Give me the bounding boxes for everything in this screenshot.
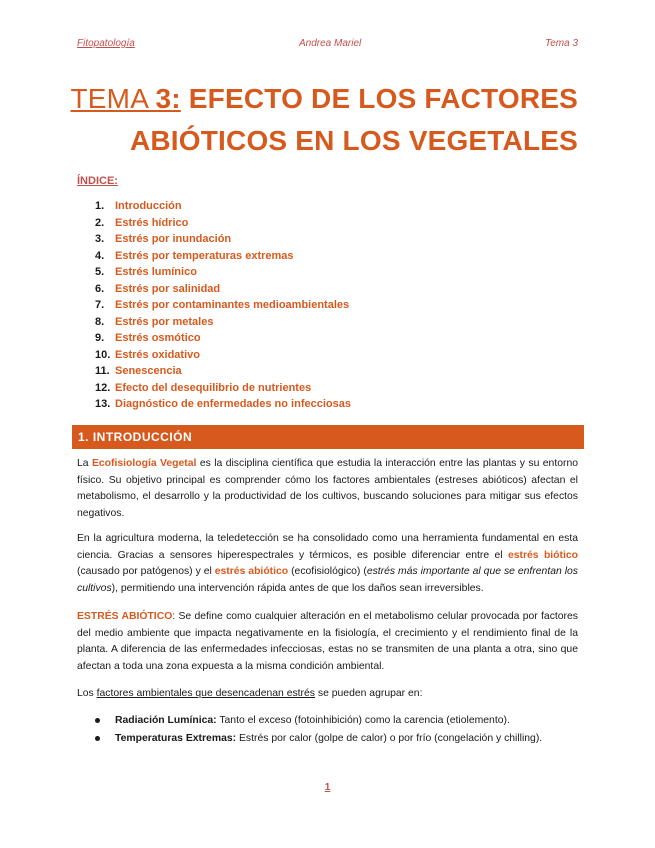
index-item-number: 6. xyxy=(95,282,105,295)
bullet-text: Estrés por calor (golpe de calor) o por frío (congelación y chilling). xyxy=(236,733,543,744)
title-line-1 xyxy=(58,78,578,120)
index-item-text: Introducción xyxy=(115,200,182,212)
bullet-text: Tanto el exceso (fotoinhibición) como la carencia (etiolemento). xyxy=(216,715,510,726)
index-item-text: Estrés por temperaturas extremas xyxy=(115,249,294,262)
text-run: ), permitiendo una intervención rápida antes de que los daños sean irreversibles. xyxy=(111,582,484,594)
index-item[interactable] xyxy=(95,231,351,248)
paragraph-estres-abiotico xyxy=(77,609,578,675)
index-item-text: Estrés por salinidad xyxy=(115,282,221,295)
index-item-number: 3. xyxy=(95,233,105,245)
index-label: ÍNDICE: xyxy=(77,175,118,187)
paragraph-teledeteccion xyxy=(77,531,578,597)
index-item[interactable] xyxy=(95,215,351,232)
highlight-term: estrés abiótico xyxy=(214,566,289,577)
index-item-number: 13. xyxy=(95,398,111,410)
header-author: Andrea Mariel xyxy=(299,38,362,49)
index-item-text: Efecto del desequilibrio de nutrientes xyxy=(115,381,312,394)
section-heading-introduccion: 1. INTRODUCCIÓN xyxy=(72,425,584,449)
index-item-text: Estrés hídrico xyxy=(115,216,189,229)
bullet-item xyxy=(95,730,542,748)
index-item-number: 8. xyxy=(95,315,105,328)
bullet-term: Radiación Lumínica: xyxy=(115,715,217,726)
text-run: es la disciplina científica que estudia la interacción entre las plantas y su entorno físico. Su objetivo principal es comprender cómo los factores ambientales (estreses abióticos) afectan el metabolismo, el desarrollo y la productividad de los cultivos, buscando soluciones para mitigar sus efectos negativos. xyxy=(77,458,579,519)
page-number: 1 xyxy=(324,782,331,793)
highlight-term: estrés biótico xyxy=(507,549,578,561)
title-line-2: ABIÓTICOS EN LOS VEGETALES xyxy=(129,125,578,156)
index-item-number: 12. xyxy=(95,381,111,394)
text-run: se pueden agrupar en: xyxy=(315,688,423,699)
index-item-number: 4. xyxy=(95,249,105,262)
text-run: La xyxy=(77,458,92,469)
index-item[interactable] xyxy=(95,198,351,215)
index-item-text: Estrés por inundación xyxy=(115,233,232,245)
title-line-1-rest: EFECTO DE LOS FACTORES xyxy=(180,83,578,114)
index-item-number: 2. xyxy=(95,216,105,229)
text-run: Los xyxy=(77,688,97,699)
index-item[interactable] xyxy=(95,347,351,364)
bullet-list xyxy=(95,712,542,748)
index-list xyxy=(95,198,351,413)
highlight-term: ESTRÉS ABIÓTICO xyxy=(77,611,173,622)
index-item-text: Diagnóstico de enfermedades no infecciosas xyxy=(115,398,351,410)
paragraph-ecofisiologia xyxy=(77,456,578,522)
index-item[interactable] xyxy=(95,314,351,331)
index-item[interactable] xyxy=(95,297,351,314)
highlight-term: Ecofisiología Vegetal xyxy=(91,458,197,469)
title-prefix: TEMA xyxy=(70,83,156,114)
text-run: (causado por patógenos) y el xyxy=(77,566,215,577)
index-item-text: Estrés osmótico xyxy=(115,332,201,344)
index-item-number: 9. xyxy=(95,332,105,344)
index-item[interactable] xyxy=(95,396,351,413)
index-item-text: Estrés por metales xyxy=(115,315,214,328)
index-item[interactable] xyxy=(95,363,351,380)
header-subject: Fitopatología xyxy=(77,38,135,49)
index-item[interactable] xyxy=(95,281,351,298)
page-header xyxy=(77,38,578,52)
bullet-term: Temperaturas Extremas: xyxy=(115,733,237,744)
index-item-number: 11. xyxy=(95,365,110,377)
text-run: (ecofisiológico) ( xyxy=(288,566,367,577)
index-item[interactable] xyxy=(95,380,351,397)
index-item-number: 7. xyxy=(95,299,105,311)
index-item-text: Senescencia xyxy=(115,365,182,377)
bullet-item xyxy=(95,712,542,730)
index-item-number: 1. xyxy=(95,200,105,212)
index-item-number: 5. xyxy=(95,266,105,278)
header-topic: Tema 3 xyxy=(545,38,578,49)
index-item[interactable] xyxy=(95,264,351,281)
index-item[interactable] xyxy=(95,248,351,265)
text-run: : Se define como cualquier alteración en el metabolismo celular provocada por factores del medio ambiente que impacta negativamente en la fisiología, el crecimiento y el rendimiento final de la planta. A diferencia de las enfermedades infecciosas, estas no se transmiten de una planta a otra, sino que afectan a toda una zona expuesta a la misma condición ambiental. xyxy=(77,611,578,672)
italic-text: estrés más importante al que se enfrentan los cultivos xyxy=(77,566,579,594)
index-item-text: Estrés oxidativo xyxy=(115,348,200,361)
index-item-text: Estrés lumínico xyxy=(115,266,197,278)
document-title xyxy=(58,78,578,162)
index-item-number: 10. xyxy=(95,348,111,361)
underlined-text: factores ambientales que desencadenan estrés xyxy=(96,688,315,699)
index-item-text: Estrés por contaminantes medioambientales xyxy=(115,299,350,311)
paragraph-factores xyxy=(77,686,578,703)
text-run: En la agricultura moderna, la teledetección se ha consolidado como una herramienta fundamental en esta ciencia. Gracias a sensores hiperespectrales y térmicos, es posible diferenciar entre el xyxy=(77,533,578,561)
title-number: 3: xyxy=(155,83,181,114)
index-item[interactable] xyxy=(95,330,351,347)
